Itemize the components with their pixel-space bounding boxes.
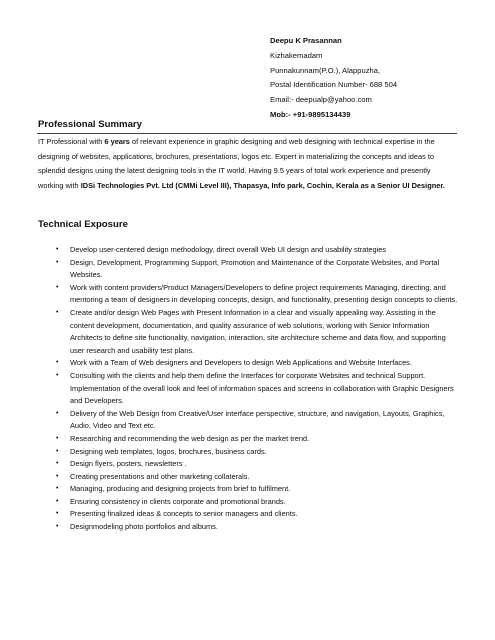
list-item — [38, 483, 458, 496]
list-item — [38, 282, 458, 307]
bullet-icon: • — [56, 434, 59, 442]
list-item-text: Work with a Team of Web designers and Developers to design Web Applications and Website Interfaces. — [70, 358, 412, 368]
bullet-icon: • — [56, 485, 59, 493]
bullet-icon: • — [56, 409, 59, 417]
list-item — [38, 307, 458, 357]
bullet-icon: • — [56, 371, 59, 379]
list-item-text: Designing web templates, logos, brochures, business cards. — [70, 446, 267, 456]
list-item — [38, 471, 458, 484]
summary-text-part-2: of relevant experience in graphic designing and web designing with technical expertise in the designing of websites, applications, brochures, presentations, logos etc. Expert in materializing the concepts and ideas to splendid designs using the latest designing tools in the IT world. Having 9.5 years of total work experience and presently working with — [38, 137, 435, 190]
bullet-icon: • — [56, 359, 59, 367]
list-item-text: Ensuring consistency in clients corporate and promotional brands. — [70, 496, 286, 506]
bullet-icon: • — [56, 460, 59, 468]
list-item — [38, 244, 458, 257]
section-divider — [37, 133, 457, 134]
list-item-text: Work with content providers/Product Managers/Developers to define project requirements Managing, directing, and mentoring a team of designers in developing concepts, design, and functionality, presenting design concepts to clients. — [70, 282, 458, 305]
list-item-text: Creating presentations and other marketing collaterals. — [70, 471, 250, 481]
list-item — [38, 508, 458, 521]
list-item-text: Designmodeling photo portfolios and albums. — [70, 522, 218, 532]
contact-mobile: Mob:- +91-9895134439 — [270, 109, 351, 119]
summary-years: 6 years — [104, 137, 130, 146]
bullet-icon: • — [56, 497, 59, 505]
professional-summary-text — [38, 135, 458, 193]
list-item — [38, 257, 458, 282]
list-item-text: Develop user-centered design methodology, direct overall Web UI design and usability strategies — [70, 245, 387, 254]
summary-text-part-1: IT Professional with — [38, 137, 105, 146]
list-item-text: Design flyers, posters, newsletters . — [70, 459, 187, 469]
list-item — [38, 370, 458, 408]
technical-exposure-heading: Technical Exposure — [38, 219, 128, 230]
list-item-text: Presenting finalized ideas & concepts to senior managers and clients. — [70, 509, 298, 519]
bullet-icon: • — [56, 246, 59, 253]
bullet-icon: • — [56, 258, 59, 266]
list-item — [38, 357, 458, 370]
bullet-icon: • — [56, 447, 59, 455]
contact-email: Email:- deepualp@yahoo.com — [270, 95, 372, 105]
list-item-text: Design, Development, Programming Support, Promotion and Maintenance of the Corporate Websites, and Portal Websites. — [70, 257, 440, 280]
contact-postal-code: Postal Identification Number- 688 504 — [270, 80, 398, 90]
list-item-text: Create and/or design Web Pages with Present Information in a clear and visually appealing way. Assisting in the content development, documentation, and quality assurance of web solutions, working with Senior Information Architects to define site functionality, navigation, interaction, site architecture scheme and data flow, and supporting user research and usability test plans. — [70, 307, 446, 355]
bullet-icon: • — [56, 283, 59, 291]
list-item — [38, 446, 458, 459]
summary-company: IDSi Technologies Pvt. Ltd (CMMi Level III), Thapasya, Info park, Cochin, Kerala as a Senior UI Designer. — [80, 180, 445, 190]
contact-address-line-2: Punnakunnam(P.O.), Alappuzha, — [270, 65, 381, 75]
list-item — [38, 496, 458, 509]
list-item-text: Consulting with the clients and help them define the Interfaces for corporate Websites and technical Support. Implementation of the overall look and feel of information spaces and screens in collaboration with Graphic Designers and Developers. — [70, 370, 454, 406]
bullet-icon: • — [56, 308, 59, 316]
bullet-icon: • — [56, 510, 59, 518]
list-item — [38, 408, 458, 433]
contact-name: Deepu K Prasannan — [270, 36, 342, 45]
list-item-text: Researching and recommending the web design as per the market trend. — [70, 433, 310, 443]
bullet-icon: • — [56, 523, 59, 531]
list-item — [38, 521, 458, 534]
list-item — [38, 433, 458, 446]
technical-exposure-list — [38, 244, 458, 534]
list-item-text: Managing, producing and designing projects from brief to fulfilment. — [70, 484, 291, 494]
list-item-text: Delivery of the Web Design from Creative/User interface perspective, structure, and navigation, Layouts, Graphics, Audio, Video and Text etc. — [70, 408, 445, 431]
bullet-icon: • — [56, 472, 59, 480]
contact-address-line-1: Kizhakemadam — [270, 50, 323, 60]
professional-summary-heading: Professional Summary — [38, 119, 142, 130]
contact-block — [270, 34, 397, 123]
list-item — [38, 458, 458, 471]
